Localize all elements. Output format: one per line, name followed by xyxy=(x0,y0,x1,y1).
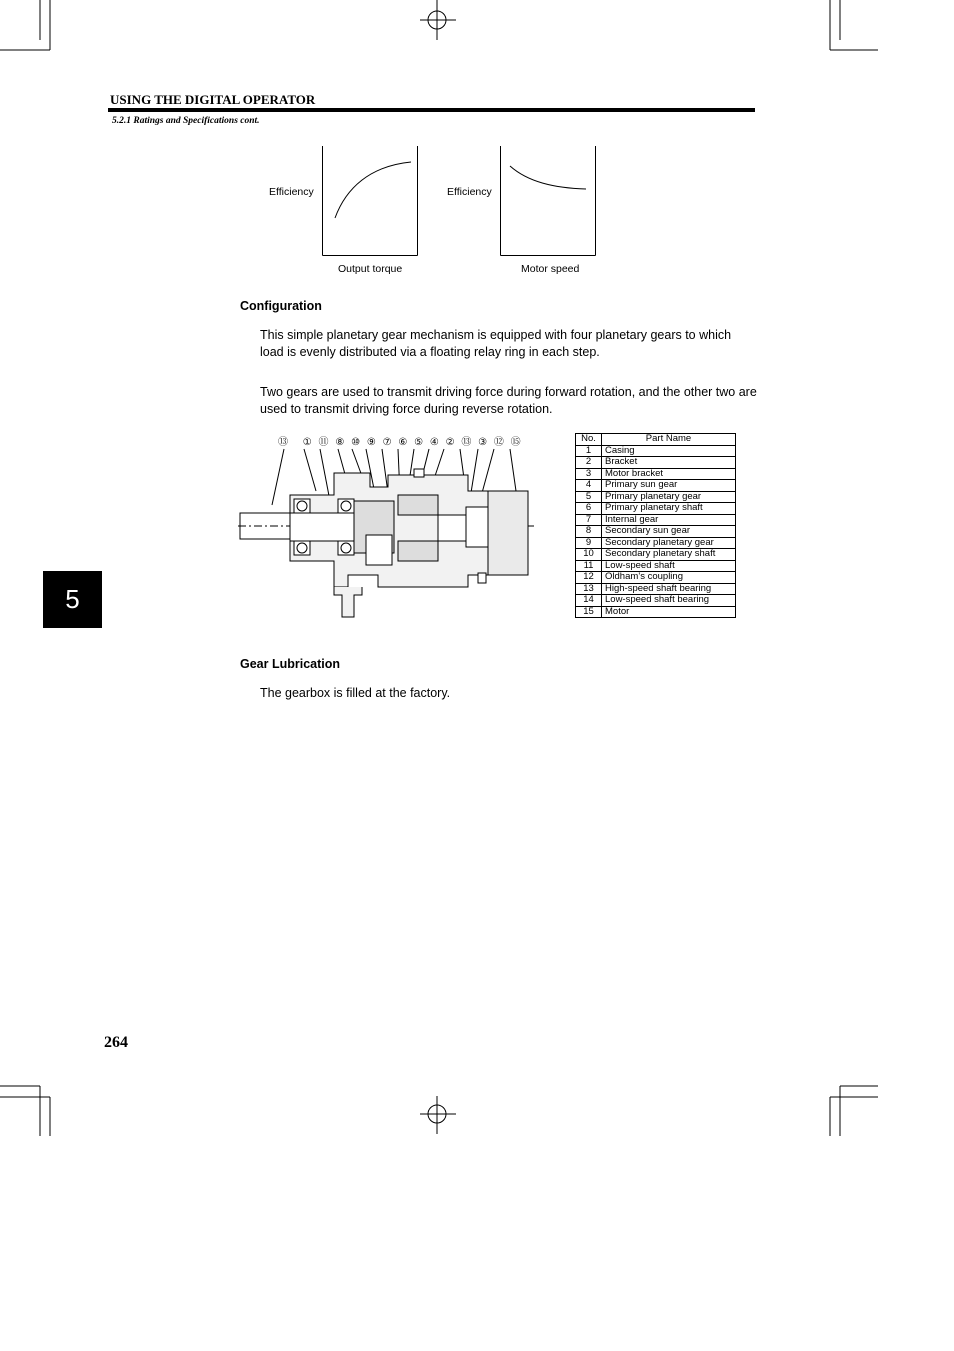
part-no: 4 xyxy=(576,480,602,492)
part-name: Secondary planetary gear xyxy=(602,537,736,549)
part-name: Motor xyxy=(602,606,736,618)
part-no: 5 xyxy=(576,491,602,503)
table-row xyxy=(576,480,736,492)
header-rule xyxy=(108,108,755,112)
running-header-title: USING THE DIGITAL OPERATOR xyxy=(110,92,316,107)
callout: ③ xyxy=(478,437,488,448)
table-row xyxy=(576,526,736,538)
callout: ② xyxy=(445,437,455,448)
callout: ⑬ xyxy=(461,437,472,448)
chapter-tab: 5 xyxy=(43,571,102,628)
page-number: 264 xyxy=(104,1034,128,1051)
chart2-ylabel: Efficiency xyxy=(447,186,492,198)
parts-table-header-row xyxy=(576,434,736,446)
gearbox-diagram xyxy=(238,433,534,623)
part-name: Oldham’s coupling xyxy=(602,572,736,584)
chart1-xlabel: Output torque xyxy=(338,263,403,275)
callout: ⑦ xyxy=(382,437,392,448)
callout: ⑤ xyxy=(414,437,424,448)
part-name: Casing xyxy=(602,445,736,457)
chart2-xlabel: Motor speed xyxy=(521,263,580,275)
part-no: 7 xyxy=(576,514,602,526)
chart1-ylabel: Efficiency xyxy=(269,186,314,198)
part-name: Bracket xyxy=(602,457,736,469)
table-row xyxy=(576,537,736,549)
chart1-curve xyxy=(335,162,411,218)
table-row xyxy=(576,491,736,503)
part-no: 10 xyxy=(576,549,602,561)
part-no: 3 xyxy=(576,468,602,480)
configuration-paragraph-1: This simple planetary gear mechanism is equipped with four planetary gears to which load is evenly distributed via a floating relay ring in each step. xyxy=(260,328,732,359)
table-row xyxy=(576,606,736,618)
part-name: Primary planetary gear xyxy=(602,491,736,503)
callout: ⑫ xyxy=(493,437,504,448)
gear-lubrication-heading: Gear Lubrication xyxy=(240,657,341,671)
configuration-heading: Configuration xyxy=(240,299,322,313)
table-row xyxy=(576,560,736,572)
part-no: 15 xyxy=(576,606,602,618)
table-row xyxy=(576,572,736,584)
callout: ④ xyxy=(429,437,439,448)
callout: ⑪ xyxy=(318,437,329,448)
section-reference: 5.2.1 Ratings and Specifications cont. xyxy=(112,116,260,126)
parts-table xyxy=(575,433,736,618)
table-row xyxy=(576,595,736,607)
part-no: 12 xyxy=(576,572,602,584)
gear-lubrication-text: The gearbox is filled at the factory. xyxy=(260,686,451,700)
callout: ⑬ xyxy=(278,437,288,448)
part-no: 14 xyxy=(576,595,602,607)
part-no: 11 xyxy=(576,560,602,572)
table-row xyxy=(576,468,736,480)
part-no: 8 xyxy=(576,526,602,538)
part-no: 2 xyxy=(576,457,602,469)
part-name: Primary sun gear xyxy=(602,480,736,492)
callout: ⑧ xyxy=(335,437,345,448)
column-header-part-name: Part Name xyxy=(602,434,736,446)
table-row xyxy=(576,549,736,561)
table-row xyxy=(576,457,736,469)
callout: ⑨ xyxy=(366,437,376,448)
chart1-efficiency-vs-output-torque xyxy=(318,146,420,258)
part-no: 6 xyxy=(576,503,602,515)
part-name: Internal gear xyxy=(602,514,736,526)
column-header-no: No. xyxy=(576,434,602,446)
part-no: 13 xyxy=(576,583,602,595)
table-row xyxy=(576,514,736,526)
chart2-efficiency-vs-motor-speed xyxy=(496,146,598,258)
part-name: Secondary planetary shaft xyxy=(602,549,736,561)
part-no: 1 xyxy=(576,445,602,457)
configuration-paragraph-2: Two gears are used to transmit driving force during forward rotation, and the other two are used to transmit driving force during reverse rotation. xyxy=(260,385,757,416)
gearbox-cross-section-drawing xyxy=(238,445,534,623)
chart2-curve xyxy=(510,166,586,189)
part-name: Primary planetary shaft xyxy=(602,503,736,515)
part-name: High-speed shaft bearing xyxy=(602,583,736,595)
callout: ① xyxy=(302,437,312,448)
callout: ⑮ xyxy=(510,437,521,448)
table-row xyxy=(576,583,736,595)
table-row xyxy=(576,445,736,457)
part-name: Secondary sun gear xyxy=(602,526,736,538)
part-name: Low-speed shaft xyxy=(602,560,736,572)
table-row xyxy=(576,503,736,515)
part-name: Motor bracket xyxy=(602,468,736,480)
part-name: Low-speed shaft bearing xyxy=(602,595,736,607)
part-no: 9 xyxy=(576,537,602,549)
callout: ⑥ xyxy=(398,437,408,448)
callout: ⑩ xyxy=(351,437,361,448)
